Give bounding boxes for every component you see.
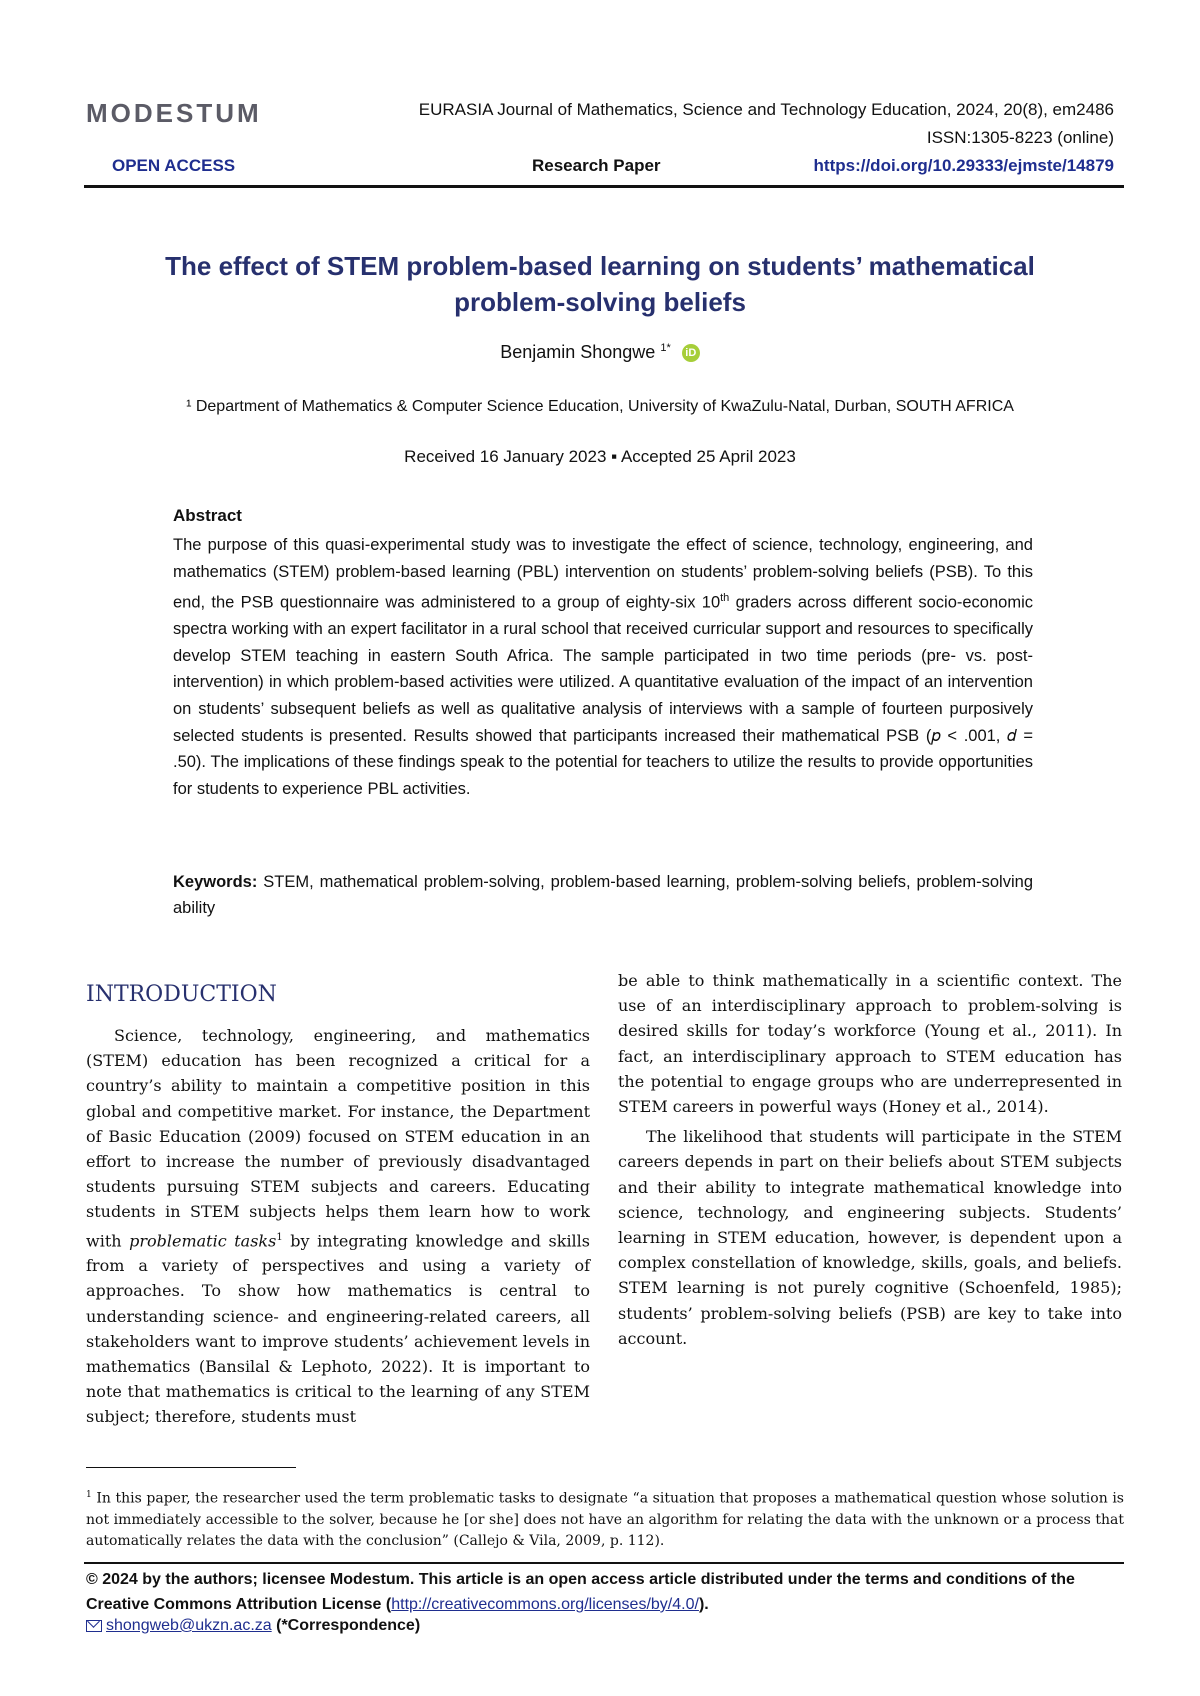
license-link[interactable]: http://creativecommons.org/licenses/by/4.0/ bbox=[391, 1596, 699, 1613]
affiliation: ¹ Department of Mathematics & Computer Science Education, University of KwaZulu-Natal, Durban, SOUTH AFRICA bbox=[186, 398, 1014, 415]
received-dates: Received 16 January 2023 ▪ Accepted 25 April 2023 bbox=[404, 447, 796, 466]
publisher-logo: MODESTUM bbox=[86, 98, 262, 128]
open-access-label: OPEN ACCESS bbox=[112, 156, 236, 175]
keywords-label: Keywords: bbox=[173, 873, 258, 891]
email-link[interactable]: shongweb@ukzn.ac.za bbox=[106, 1617, 272, 1634]
doi-link[interactable]: https://doi.org/10.29333/ejmste/14879 bbox=[813, 156, 1114, 175]
journal-citation: EURASIA Journal of Mathematics, Science and Technology Education, 2024, 20(8), em2486 bbox=[418, 100, 1114, 119]
footnote-rule bbox=[86, 1467, 296, 1468]
body-column-left bbox=[86, 1023, 590, 1430]
license-notice: © 2024 by the authors; licensee Modestum. This article is an open access article distributed under the terms and conditions of the Creative Commons Attribution License (http://creativecommons.org/licenses/by/4.0/). bbox=[86, 1571, 1075, 1613]
license-rule bbox=[84, 1562, 1124, 1564]
author-line bbox=[0, 342, 1200, 363]
abstract-heading: Abstract bbox=[173, 506, 242, 525]
orcid-icon[interactable]: iD bbox=[682, 344, 700, 362]
body-column-right bbox=[618, 968, 1122, 1351]
author-affil-mark: 1* bbox=[660, 342, 671, 354]
author-name: Benjamin Shongwe bbox=[500, 342, 656, 362]
paragraph: be able to think mathematically in a scientific context. The use of an interdisciplinary approach to problem-solving is desired skills for today’s workforce (Young et al., 2011). In fact, an interdisciplinary approach to STEM education has the potential to engage groups who are underrepresented in STEM careers in powerful ways (Honey et al., 2014). bbox=[618, 971, 1122, 1117]
paper-type: Research Paper bbox=[532, 156, 661, 175]
mail-icon bbox=[86, 1620, 102, 1632]
footnote: $^1$ In this paper, the researcher used the term problematic tasks to designate “a situation that proposes a mathematical question whose solution is not immediately accessible to the solver, because he [or she] does not have an algorithm for relating the data with the unknown or a process that automatically relates the data with the conclusion” (Callejo & Vila, 2009, p. 112). bbox=[86, 1490, 1124, 1549]
issn: ISSN:1305-8223 (online) bbox=[926, 128, 1114, 147]
header-rule bbox=[84, 185, 1124, 188]
paper-title: The effect of STEM problem-based learning on students’ mathematical problem-solving beliefs bbox=[165, 251, 1035, 317]
keywords-text: STEM, mathematical problem-solving, problem-based learning, problem-solving beliefs, problem-solving ability bbox=[173, 873, 1033, 917]
footnote-ref[interactable]: 1 bbox=[276, 1231, 283, 1243]
abstract-text: The purpose of this quasi-experimental study was to investigate the effect of science, technology, engineering, and mathematics (STEM) problem-based learning (PBL) intervention on students’ problem-solving beliefs (PSB). To this end, the PSB questionnaire was administered to a group of eighty-six 10th graders across different socio-economic spectra working with an expert facilitator in a rural school that received curricular support and resources to specifically develop STEM teaching in eastern South Africa. The sample participated in two time periods (pre- vs. post-intervention) in which problem-based activities were utilized. A quantitative evaluation of the impact of an intervention on students’ subsequent beliefs as well as qualitative analysis of interviews with a sample of fourteen purposively selected students is presented. Results showed that participants increased their mathematical PSB (𝑝 < .001, 𝑑 = .50). The implications of these findings speak to the potential for teachers to utilize the results to provide opportunities for students to experience PBL activities. bbox=[173, 536, 1033, 798]
section-heading-introduction: INTRODUCTION bbox=[86, 982, 277, 1007]
correspondence: shongweb@ukzn.ac.za (*Correspondence) bbox=[86, 1617, 420, 1635]
paragraph: The likelihood that students will participate in the STEM careers depends in part on their beliefs about STEM subjects and their ability to integrate mathematical knowledge into science, technology, and engineering subjects. Students’ learning in STEM education, however, is dependent upon a complex constellation of knowledge, skills, goals, and beliefs. STEM learning is not purely cognitive (Schoenfeld, 1985); students’ problem-solving beliefs (PSB) are key to take into account. bbox=[618, 1127, 1122, 1348]
paragraph: Science, technology, engineering, and mathematics (STEM) education has been recognized a critical for a country’s ability to maintain a competitive position in this global and competitive market. For instance, the Department of Basic Education (2009) focused on STEM education in an effort to increase the number of previously disadvantaged students pursuing STEM subjects and careers. Educating students in STEM subjects helps them learn how to work with problematic tasks$^1$ by integrating knowledge and skills from a variety of perspectives and using a variety of approaches. To show how mathematics is central to understanding science- and engineering-related careers, all stakeholders want to improve students’ achievement levels in mathematics (Bansilal & Lephoto, 2022). It is important to note that mathematics is critical to the learning of any STEM subject; therefore, students must bbox=[86, 1026, 591, 1427]
keywords bbox=[173, 869, 1033, 921]
